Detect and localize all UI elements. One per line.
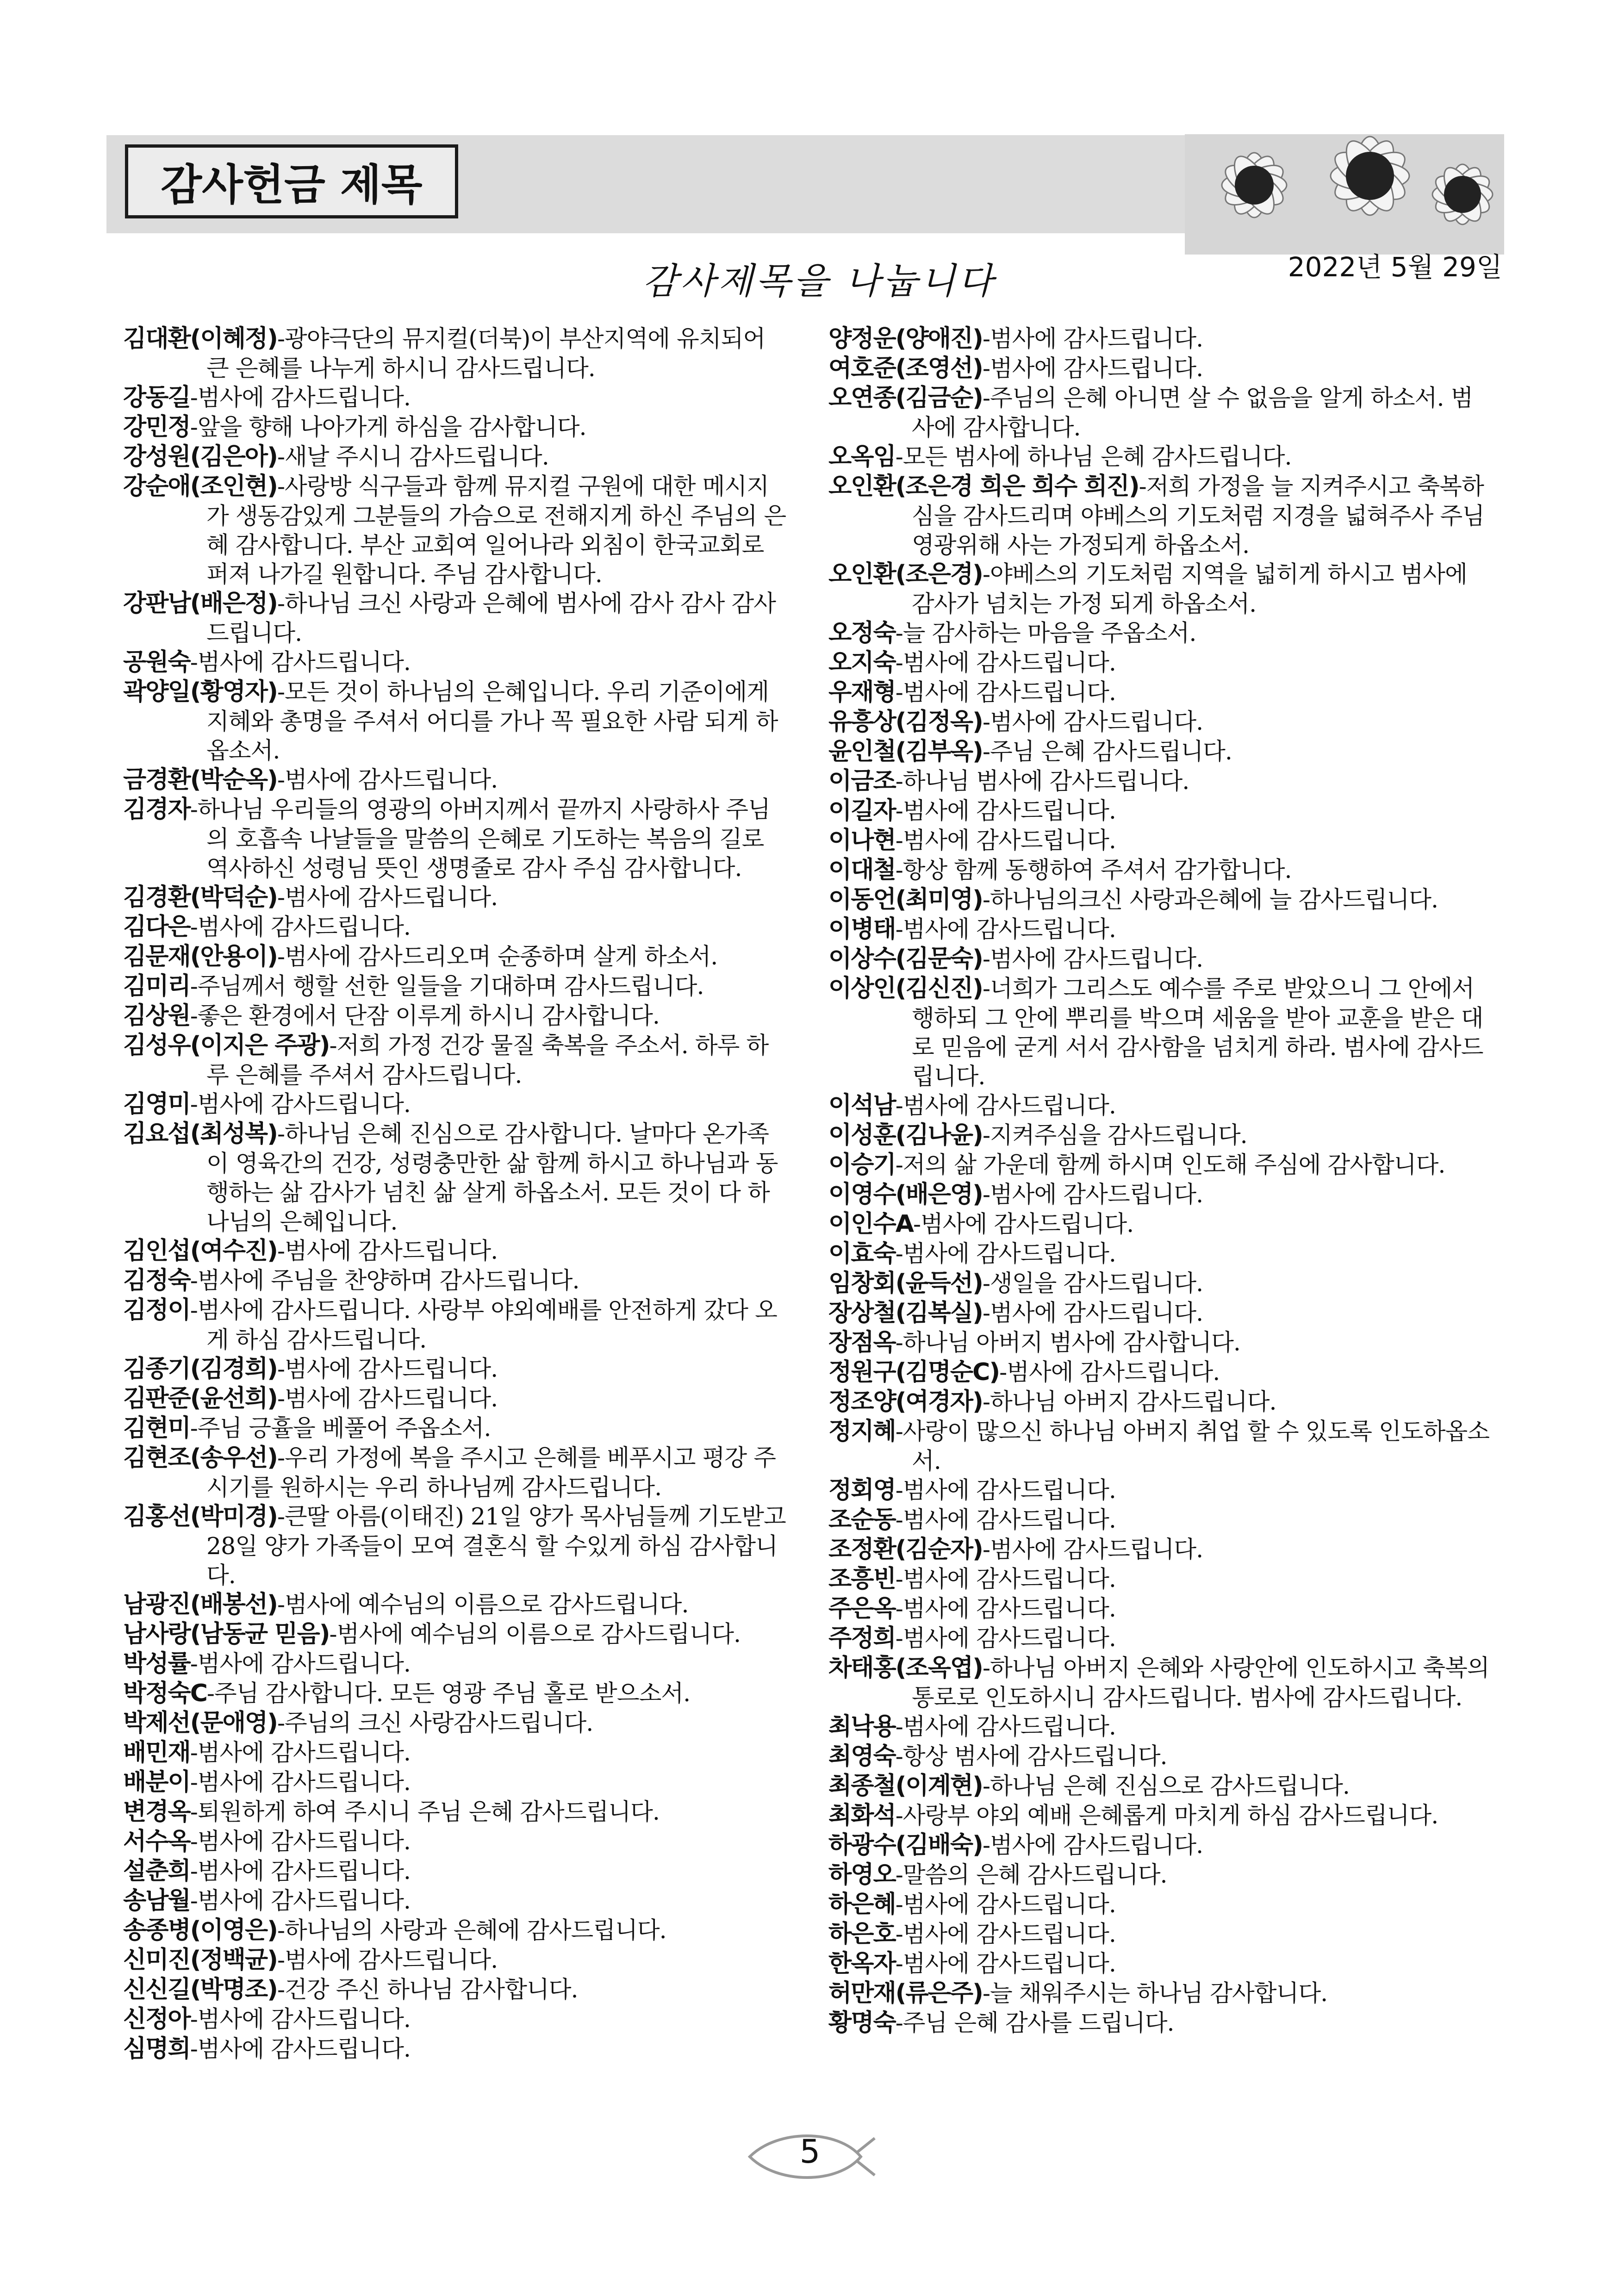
offering-entry [828, 737, 1495, 766]
offering-entry [123, 942, 790, 971]
thanksgiving-text: -범사에 감사드립니다. [190, 648, 411, 676]
offering-entry [828, 1298, 1495, 1328]
offering-entry [123, 1767, 790, 1797]
donor-name: 김정숙 [123, 1267, 190, 1294]
donor-name: 허만재(류은주) [828, 1979, 983, 2007]
thanksgiving-text: -범사에 감사드립니다. [277, 1385, 498, 1412]
thanksgiving-text: -주님의 은혜 아니면 살 수 없음을 알게 하소서. 범사에 감사합니다. [912, 384, 1473, 441]
offering-entry [123, 1738, 790, 1767]
offering-entry [123, 1649, 790, 1679]
donor-name: 강순애(조인현) [123, 473, 277, 500]
thanksgiving-text: -범사에 감사드립니다. [190, 1090, 411, 1118]
thanksgiving-text: -범사에 감사드립니다. [895, 1950, 1116, 1977]
donor-name: 곽양일(황영자) [123, 678, 277, 706]
thanksgiving-text: -범사에 감사드립니다. [190, 2005, 411, 2033]
donor-name: 오연종(김금순) [828, 384, 983, 412]
thanksgiving-text: -너희가 그리스도 예수를 주로 받았으니 그 안에서 행하되 그 안에 뿌리를 박으며 세움을 받아 교훈을 받은 대로 믿음에 굳게 서서 감사함을 넘치게 하라. 범사에 감사드립니다. [912, 975, 1483, 1090]
thanksgiving-text: -범사에 감사드립니다. [190, 1887, 411, 1914]
thanksgiving-text: -사랑방 식구들과 함께 뮤지컬 구원에 대한 메시지가 생동감있게 그분들의 가슴으로 전해지게 하신 주님의 은혜 감사합니다. 부산 교회여 일어나라 외침이 한국교회로 퍼져 나가길 원합니다. 주님 감사합니다. [206, 473, 786, 588]
thanksgiving-text: -하나님 아버지 은혜와 사랑안에 인도하시고 축복의 통로로 인도하시니 감사드립니다. 범사에 감사드립니다. [912, 1654, 1489, 1711]
thanksgiving-text: -하나님 은혜 진심으로 감사드립니다. [982, 1772, 1350, 1799]
thanksgiving-text: -주님 감사합니다. 모든 영광 주님 홀로 받으소서. [206, 1680, 691, 1707]
offering-entry [828, 1091, 1495, 1120]
thanksgiving-text: -범사에 감사드립니다. [277, 1946, 498, 1973]
donor-name: 장상철(김복실) [828, 1299, 983, 1327]
offering-entry [123, 1031, 790, 1089]
offering-entry [828, 1594, 1495, 1624]
right-column [828, 324, 1495, 2038]
offering-entry [828, 1269, 1495, 1298]
donor-name: 김정이 [123, 1296, 190, 1324]
donor-name: 이석남 [828, 1092, 896, 1120]
thanksgiving-text: -범사에 감사드립니다. 사랑부 야외예배를 안전하게 갔다 오게 하심 감사드립니다. [190, 1296, 777, 1353]
thanksgiving-text: -범사에 감사드립니다. [190, 384, 411, 411]
donor-name: 이나현 [828, 827, 896, 854]
donor-name: 설춘희 [123, 1857, 190, 1885]
thanksgiving-text: -범사에 감사드립니다. [895, 1920, 1116, 1948]
offering-entry [828, 1830, 1495, 1860]
donor-name: 양정운(양애진) [828, 325, 983, 353]
offering-entry [828, 1150, 1495, 1180]
offering-entry [828, 1564, 1495, 1594]
thanksgiving-text: -저희 가정 건강 물질 축복을 주소서. 하루 하루 은혜를 주셔서 감사드립니다. [206, 1032, 769, 1089]
thanksgiving-text: -저의 삶 가운데 함께 하시며 인도해 주심에 감사합니다. [895, 1151, 1445, 1178]
donor-name: 송종병(이영은) [123, 1916, 277, 1944]
offering-entry [828, 383, 1495, 442]
thanksgiving-text: -큰딸 아름(이태진) 21일 양가 목사님들께 기도받고 28일 양가 가족들이 모여 결혼식 할 수있게 하심 감사합니다. [206, 1503, 786, 1589]
offering-entry [123, 1827, 790, 1856]
donor-name: 하광수(김배숙) [828, 1831, 983, 1859]
donor-name: 배분이 [123, 1768, 190, 1796]
page-title: 감사헌금 제목 [125, 144, 458, 218]
offering-entry [123, 1590, 790, 1619]
thanksgiving-text: -모든 범사에 하나님 은혜 감사드립니다. [895, 443, 1292, 470]
thanksgiving-text: -지켜주심을 감사드립니다. [982, 1121, 1247, 1149]
offering-entry [828, 1653, 1495, 1712]
offering-entry [828, 707, 1495, 737]
donor-name: 이병태 [828, 915, 896, 943]
donor-name: 이동언(최미영) [828, 886, 983, 914]
offering-entry [828, 1860, 1495, 1890]
thanksgiving-text: -주님 은혜 감사드립니다. [982, 738, 1232, 765]
thanksgiving-text: -새날 주시니 감사드립니다. [277, 443, 549, 470]
offering-entry [828, 1949, 1495, 1979]
donor-name: 김상원 [123, 1002, 190, 1030]
donor-name: 배민재 [123, 1739, 190, 1767]
offering-entry [123, 383, 790, 412]
thanksgiving-text: -저희 가정을 늘 지켜주시고 축복하심을 감사드리며 야베스의 기도처럼 지경을 넓혀주사 주님 영광위해 사는 가정되게 하옵소서. [912, 473, 1485, 559]
offering-entry [123, 1502, 790, 1590]
offering-entry [123, 589, 790, 647]
offering-entry [828, 1328, 1495, 1357]
thanksgiving-text: -범사에 감사드립니다. [895, 1092, 1116, 1119]
date-label: 2022년 5월 29일 [1288, 251, 1502, 283]
offering-entry [828, 796, 1495, 826]
thanksgiving-text: -범사에 감사드립니다. [982, 325, 1203, 352]
donor-name: 김대환(이혜정) [123, 325, 277, 353]
offering-entry [828, 1624, 1495, 1653]
donor-name: 우재형 [828, 678, 896, 706]
thanksgiving-text: -범사에 주님을 찬양하며 감사드립니다. [190, 1267, 579, 1294]
donor-name: 송남월 [123, 1887, 190, 1915]
offering-entry [123, 324, 790, 383]
thanksgiving-text: -범사에 감사드립니다. [913, 1210, 1134, 1238]
thanksgiving-text: -하나님 은혜 진심으로 감사합니다. 날마다 온가족이 영육간의 건강, 성령충만한 삶 함께 하시고 하나님과 동행하는 삶 감사가 넘친 삶 살게 하옵소서. 모든 것이 다 하나님의 은혜입니다. [206, 1120, 778, 1235]
thanksgiving-text: -건강 주신 하나님 감사합니다. [277, 1976, 578, 2003]
thanksgiving-text: -범사에 감사드립니다. [895, 1891, 1116, 1918]
thanksgiving-text: -범사에 감사드립니다. [190, 913, 411, 940]
donor-name: 조흥빈 [828, 1565, 896, 1593]
thanksgiving-text: -범사에 감사드립니다. [895, 649, 1116, 676]
donor-name: 박성률 [123, 1650, 190, 1678]
offering-entry [123, 1856, 790, 1886]
offering-entry [123, 971, 790, 1001]
offering-entry [828, 442, 1495, 472]
donor-name: 박정숙C [123, 1680, 207, 1707]
offering-entry [123, 677, 790, 765]
offering-entry [828, 1742, 1495, 1771]
offering-entry [828, 560, 1495, 618]
offering-entry [123, 1413, 790, 1443]
offering-entry [828, 855, 1495, 885]
thanksgiving-text: -범사에 감사드립니다. [277, 766, 498, 793]
thanksgiving-text: -퇴원하게 하여 주시니 주님 은혜 감사드립니다. [190, 1798, 660, 1825]
thanksgiving-text: -범사에 감사드립니다. [999, 1358, 1220, 1386]
donor-name: 하영오 [828, 1861, 896, 1889]
offering-entry [828, 618, 1495, 648]
donor-name: 이금조 [828, 767, 896, 795]
donor-name: 오옥임 [828, 443, 896, 471]
donor-name: 오인환(조은경 희은 희수 희진) [828, 473, 1139, 500]
offering-entry [828, 885, 1495, 915]
thanksgiving-text: -범사에 감사드립니다. [895, 1624, 1116, 1652]
donor-name: 강성원(김은아) [123, 443, 277, 471]
offering-entry [828, 678, 1495, 707]
thanksgiving-text: -좋은 환경에서 단잠 이루게 하시니 감사합니다. [190, 1002, 660, 1029]
thanksgiving-text: -항상 범사에 감사드립니다. [895, 1742, 1167, 1770]
donor-name: 김문재(안용이) [123, 943, 277, 971]
offering-entry [828, 472, 1495, 560]
offering-entry [123, 1679, 790, 1708]
donor-name: 이승기 [828, 1151, 896, 1179]
donor-name: 여호준(조영선) [828, 355, 983, 382]
offering-entry [828, 1919, 1495, 1949]
thanksgiving-text: -범사에 감사드립니다. [982, 945, 1203, 972]
donor-name: 한옥자 [828, 1950, 896, 1978]
donor-name: 최종철(이계현) [828, 1772, 983, 1800]
thanksgiving-text: -범사에 감사드립니다. [895, 678, 1116, 706]
donor-name: 강동길 [123, 384, 190, 411]
offering-entry [828, 324, 1495, 354]
donor-name: 남광진(배봉선) [123, 1591, 277, 1618]
thanksgiving-text: -범사에 감사드립니다. [982, 1181, 1203, 1208]
offering-entry [123, 1619, 790, 1649]
thanksgiving-text: -범사에 감사드립니다. [190, 1768, 411, 1796]
offering-entry [828, 974, 1495, 1091]
offering-entry [828, 1417, 1495, 1475]
donor-name: 오정숙 [828, 619, 896, 647]
thanksgiving-text: -우리 가정에 복을 주시고 은혜를 베푸시고 평강 주시기를 원하시는 우리 하나님께 감사드립니다. [206, 1444, 776, 1501]
donor-name: 주은옥 [828, 1595, 896, 1623]
donor-name: 심명희 [123, 2035, 190, 2063]
offering-entry [828, 2008, 1495, 2038]
thanksgiving-text: -늘 채워주시는 하나님 감사합니다. [982, 1979, 1328, 2007]
donor-name: 오인환(조은경) [828, 560, 983, 588]
donor-name: 신정아 [123, 2005, 190, 2033]
thanksgiving-text: -앞을 향해 나아가게 하심을 감사합니다. [190, 413, 586, 441]
thanksgiving-text: -범사에 감사드립니다. [895, 797, 1116, 824]
thanksgiving-text: -주님 긍휼을 베풀어 주옵소서. [190, 1414, 491, 1442]
donor-name: 김홍선(박미경) [123, 1503, 277, 1531]
donor-name: 조정환(김순자) [828, 1536, 983, 1563]
thanksgiving-text: -주님의 크신 사랑감사드립니다. [277, 1709, 593, 1736]
donor-name: 신미진(정백균) [123, 1946, 277, 1974]
offering-entry [123, 1295, 790, 1354]
offering-entry [828, 1120, 1495, 1150]
donor-name: 이효숙 [828, 1240, 896, 1268]
offering-entry [828, 1505, 1495, 1535]
donor-name: 박제선(문애영) [123, 1709, 277, 1737]
offering-entry [828, 1979, 1495, 2008]
offering-entry [123, 647, 790, 677]
thanksgiving-text: -범사에 감사드립니다. [982, 1299, 1203, 1326]
offering-entry [828, 1801, 1495, 1830]
donor-name: 변경옥 [123, 1798, 190, 1826]
donor-name: 정지혜 [828, 1418, 896, 1445]
thanksgiving-text: -하나님 크신 사랑과 은혜에 범사에 감사 감사 감사드립니다. [206, 590, 776, 647]
offering-entry [123, 442, 790, 472]
donor-name: 김현미 [123, 1414, 190, 1442]
donor-name: 이상수(김문숙) [828, 945, 983, 973]
offering-entry [828, 1239, 1495, 1269]
donor-name: 정조양(여경자) [828, 1388, 983, 1416]
donor-name: 임창회(윤득선) [828, 1269, 983, 1297]
offering-entry [123, 1266, 790, 1295]
thanksgiving-text: -사랑이 많으신 하나님 아버지 취업 할 수 있도록 인도하옵소서. [895, 1418, 1489, 1475]
offering-entry [828, 826, 1495, 855]
offering-entry [828, 354, 1495, 383]
thanksgiving-text: -주님 은혜 감사를 드립니다. [895, 2009, 1174, 2036]
offering-entry [123, 2034, 790, 2064]
donor-name: 유흥상(김정옥) [828, 708, 983, 736]
thanksgiving-text: -범사에 감사드립니다. [895, 1713, 1116, 1740]
offering-entry [828, 1209, 1495, 1239]
left-column [123, 324, 790, 2064]
offering-entry [123, 765, 790, 795]
offering-entry [828, 1771, 1495, 1801]
page-number: 5 [799, 2133, 821, 2171]
donor-name: 정회영 [828, 1476, 896, 1504]
donor-name: 최낙용 [828, 1713, 896, 1741]
offering-entry [123, 1089, 790, 1119]
offering-entry [123, 1384, 790, 1413]
thanksgiving-text: -범사에 감사드립니다. [190, 1828, 411, 1855]
donor-name: 김영미 [123, 1090, 190, 1118]
thanksgiving-text: -주님께서 행할 선한 일들을 기대하며 감사드립니다. [190, 972, 704, 1000]
donor-name: 김인섭(여수진) [123, 1237, 277, 1265]
offering-entry [828, 915, 1495, 944]
offering-entry [828, 766, 1495, 796]
offering-entry [828, 1357, 1495, 1387]
thanksgiving-text: -범사에 감사드립니다. [277, 1355, 498, 1382]
donor-name: 김판준(윤선희) [123, 1385, 277, 1412]
thanksgiving-text: -범사에 감사드립니다. [895, 1476, 1116, 1504]
offering-entry [123, 1916, 790, 1945]
donor-name: 김미리 [123, 972, 190, 1000]
donor-name: 오지숙 [828, 649, 896, 677]
offering-entry [828, 1387, 1495, 1417]
offering-entry [123, 883, 790, 912]
offering-entry [828, 1180, 1495, 1209]
offering-entry [828, 1712, 1495, 1742]
thanksgiving-text: -범사에 감사드립니다. [895, 827, 1116, 854]
offering-entry [123, 1119, 790, 1236]
offering-entry [123, 1708, 790, 1738]
thanksgiving-text: -광야극단의 뮤지컬(더북)이 부산지역에 유치되어 큰 은혜를 나누게 하시니 감사드립니다. [206, 325, 765, 382]
donor-name: 김다은 [123, 913, 190, 941]
thanksgiving-text: -범사에 감사드립니다. [895, 1506, 1116, 1533]
thanksgiving-text: -범사에 감사드립니다. [895, 915, 1116, 943]
thanksgiving-text: -범사에 감사드립니다. [277, 1237, 498, 1264]
donor-name: 하은호 [828, 1920, 896, 1948]
offering-entry [828, 648, 1495, 678]
thanksgiving-text: -범사에 감사드립니다. [895, 1240, 1116, 1267]
donor-name: 차태홍(조옥엽) [828, 1654, 983, 1682]
thanksgiving-text: -범사에 감사드립니다. [277, 884, 498, 911]
donor-name: 신신길(박명조) [123, 1976, 277, 2004]
thanksgiving-text: -하나님 아버지 범사에 감사합니다. [895, 1329, 1240, 1356]
donor-name: 김경환(박덕순) [123, 884, 277, 911]
donor-name: 정원구(김명순C) [828, 1358, 1000, 1386]
offering-entry [123, 912, 790, 942]
donor-name: 이영수(배은영) [828, 1181, 983, 1208]
thanksgiving-text: -하나님의크신 사랑과은혜에 늘 감사드립니다. [982, 886, 1438, 913]
thanksgiving-text: -범사에 감사드립니다. [190, 2035, 411, 2062]
thanksgiving-text: -말씀의 은혜 감사드립니다. [895, 1861, 1167, 1888]
donor-name: 김경자 [123, 796, 190, 823]
offering-entry [828, 1535, 1495, 1564]
offering-entry [828, 944, 1495, 974]
thanksgiving-text: -범사에 감사드립니다. [190, 1857, 411, 1885]
thanksgiving-text: -범사에 예수님의 이름으로 감사드립니다. [329, 1620, 741, 1648]
thanksgiving-text: -항상 함께 동행하여 주셔서 감가합니다. [895, 856, 1292, 884]
thanksgiving-text: -범사에 감사드립니다. [982, 708, 1203, 735]
thanksgiving-text: -범사에 감사드립니다. [982, 355, 1203, 382]
thanksgiving-text: -생일을 감사드립니다. [982, 1269, 1203, 1297]
offering-entry [828, 1890, 1495, 1919]
donor-name: 주정희 [828, 1624, 896, 1652]
offering-entry [123, 1001, 790, 1031]
donor-name: 강민정 [123, 413, 190, 441]
thanksgiving-text: -사랑부 야외 예배 은혜롭게 마치게 하심 감사드립니다. [895, 1802, 1438, 1829]
donor-name: 최영숙 [828, 1742, 896, 1770]
donor-name: 김종기(김경희) [123, 1355, 277, 1383]
thanksgiving-text: -범사에 감사드립니다. [190, 1739, 411, 1766]
donor-name: 김요섭(최성복) [123, 1120, 277, 1148]
donor-name: 황명숙 [828, 2009, 896, 2037]
offering-entry [123, 1443, 790, 1502]
offering-entry [123, 2004, 790, 2034]
offering-entry [123, 1354, 790, 1384]
donor-name: 김현조(송우선) [123, 1444, 277, 1472]
thanksgiving-text: -하나님 아버지 감사드립니다. [982, 1388, 1276, 1415]
donor-name: 서수옥 [123, 1828, 190, 1855]
donor-name: 남사랑(남동균 믿음) [123, 1620, 330, 1648]
thanksgiving-text: -범사에 예수님의 이름으로 감사드립니다. [277, 1591, 689, 1618]
offering-entry [828, 1475, 1495, 1505]
thanksgiving-text: -범사에 감사드리오며 순종하며 살게 하소서. [277, 943, 718, 970]
donor-name: 이상인(김신진) [828, 975, 983, 1002]
thanksgiving-text: -범사에 감사드립니다. [190, 1650, 411, 1677]
donor-name: 최화석 [828, 1802, 896, 1829]
thanksgiving-text: -범사에 감사드립니다. [982, 1536, 1203, 1563]
donor-name: 강판남(배은정) [123, 590, 277, 617]
offering-entry [123, 1945, 790, 1975]
page-subtitle: 감사제목을 나눕니다 [642, 261, 996, 302]
donor-name: 공원숙 [123, 648, 190, 676]
offering-entry [123, 1797, 790, 1827]
thanksgiving-text: -하나님 우리들의 영광의 아버지께서 끝까지 사랑하사 주님의 호흡속 나날들을 말씀의 은혜로 기도하는 복음의 길로 역사하신 성령님 뜻인 생명줄로 감사 주심 감사합니다. [190, 796, 770, 882]
donor-name: 조순동 [828, 1506, 896, 1534]
sunflower-image [1185, 116, 1504, 255]
donor-name: 장점옥 [828, 1329, 896, 1356]
thanksgiving-text: -하나님의 사랑과 은혜에 감사드립니다. [277, 1916, 666, 1944]
offering-entry [123, 472, 790, 589]
thanksgiving-text: -늘 감사하는 마음을 주옵소서. [895, 619, 1196, 647]
thanksgiving-text: -모든 것이 하나님의 은혜입니다. 우리 기준이에게 지혜와 총명을 주셔서 어디를 가나 꼭 필요한 사람 되게 하옵소서. [206, 678, 778, 764]
donor-name: 이대철 [828, 856, 896, 884]
donor-name: 윤인철(김부옥) [828, 738, 983, 765]
thanksgiving-text: -하나님 범사에 감사드립니다. [895, 767, 1189, 795]
offering-entry [123, 1886, 790, 1916]
donor-name: 이길자 [828, 797, 896, 825]
donor-name: 김성우(이지은 주광) [123, 1032, 330, 1059]
donor-name: 금경환(박순옥) [123, 766, 277, 794]
offering-entry [123, 1975, 790, 2004]
thanksgiving-text: -야베스의 기도처럼 지역을 넓히게 하시고 범사에 감사가 넘치는 가정 되게 하옵소서. [912, 560, 1467, 617]
thanksgiving-text: -범사에 감사드립니다. [982, 1831, 1203, 1859]
thanksgiving-text: -범사에 감사드립니다. [895, 1595, 1116, 1622]
thanksgiving-text: -범사에 감사드립니다. [895, 1565, 1116, 1593]
donor-name: 이인수A [828, 1210, 913, 1238]
offering-entry [123, 1236, 790, 1266]
donor-name: 하은혜 [828, 1891, 896, 1918]
donor-name: 이성훈(김나윤) [828, 1121, 983, 1149]
offering-entry [123, 412, 790, 442]
offering-entry [123, 795, 790, 883]
